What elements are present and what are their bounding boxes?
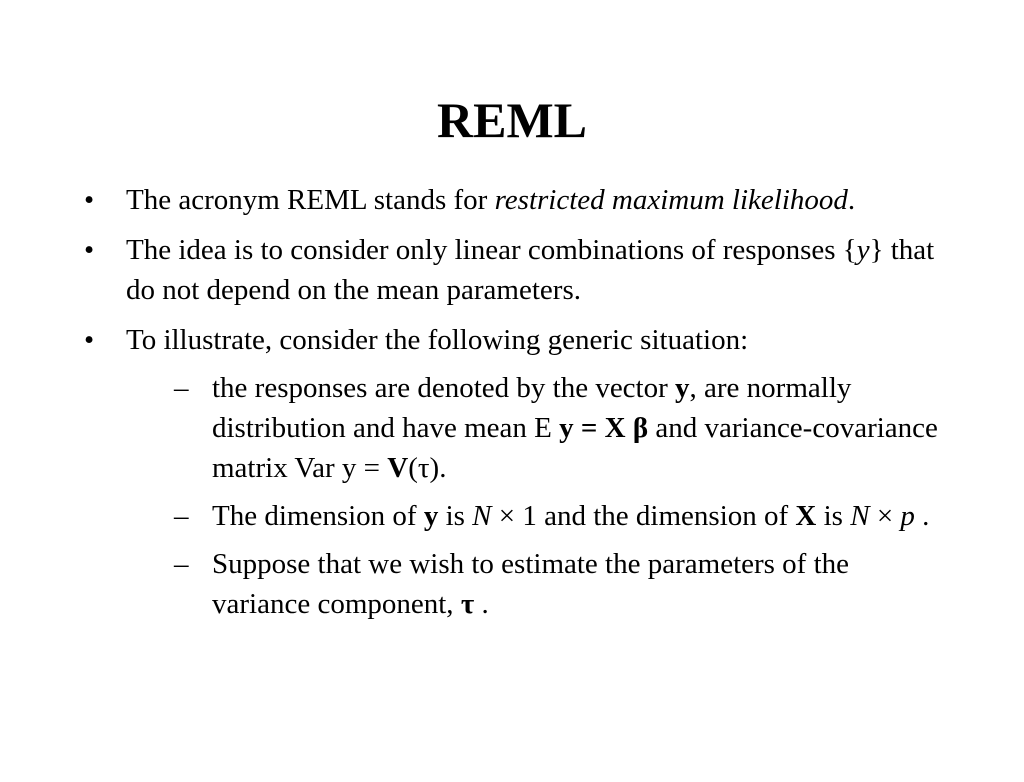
sub-bullet-item-estimate	[174, 544, 944, 624]
sub-bullet-text: and variance-covariance matrix Var y =	[212, 412, 938, 484]
sub-bullet-text: The dimension of	[212, 500, 424, 532]
matrix-x: X	[795, 500, 817, 532]
sub-bullet-item-responses	[174, 368, 944, 488]
bullet-item-reml-acronym	[84, 180, 944, 220]
sub-bullet-text: , are normally distribution and have mean E	[212, 372, 852, 444]
bullet-text: The acronym REML stands for	[126, 184, 495, 216]
sub-bullet-text: × 1 and the dimension of	[491, 500, 796, 532]
bullet-marker: •	[84, 234, 95, 266]
sub-bullet-item-dimensions	[174, 496, 944, 536]
slide-title: REML	[437, 92, 587, 148]
emphasis-text: restricted maximum likelihood	[494, 184, 848, 216]
vector-y: y	[423, 500, 439, 532]
sub-bullet-text: .	[914, 500, 930, 532]
sub-bullet-text: Suppose that we wish to estimate the parameters of the variance component,	[212, 548, 850, 620]
bullet-text: The idea is to consider only linear combinations of responses {	[126, 234, 857, 266]
tau-symbol: τ	[460, 588, 475, 620]
vector-y: y	[675, 372, 690, 404]
bullet-text: } that do not depend on the mean parameters.	[126, 234, 935, 306]
bullet-marker: •	[84, 324, 95, 356]
tau-expression: (τ).	[408, 452, 447, 484]
bullet-marker: •	[84, 184, 95, 216]
variable-n: N	[472, 500, 492, 532]
bullet-list	[84, 180, 944, 632]
matrix-v: V	[387, 452, 409, 484]
sub-bullet-text: .	[474, 588, 489, 620]
variable-n: N	[850, 500, 870, 532]
dash-marker: –	[174, 548, 189, 580]
variable-y: y	[856, 234, 870, 266]
bullet-item-illustrate	[84, 320, 944, 624]
dash-marker: –	[174, 500, 189, 532]
bullet-text: .	[847, 184, 856, 216]
variable-p: p	[900, 500, 915, 532]
sub-bullet-text: the responses are denoted by the vector	[212, 372, 676, 404]
sub-bullet-text: ×	[869, 500, 901, 532]
dash-marker: –	[174, 372, 189, 404]
mean-expression: y = X β	[559, 412, 649, 444]
sub-bullet-text: is	[816, 500, 851, 532]
bullet-text: To illustrate, consider the following generic situation:	[126, 324, 749, 356]
bullet-item-linear-combinations	[84, 230, 944, 310]
sub-bullet-list	[126, 368, 944, 624]
sub-bullet-text: is	[438, 500, 473, 532]
